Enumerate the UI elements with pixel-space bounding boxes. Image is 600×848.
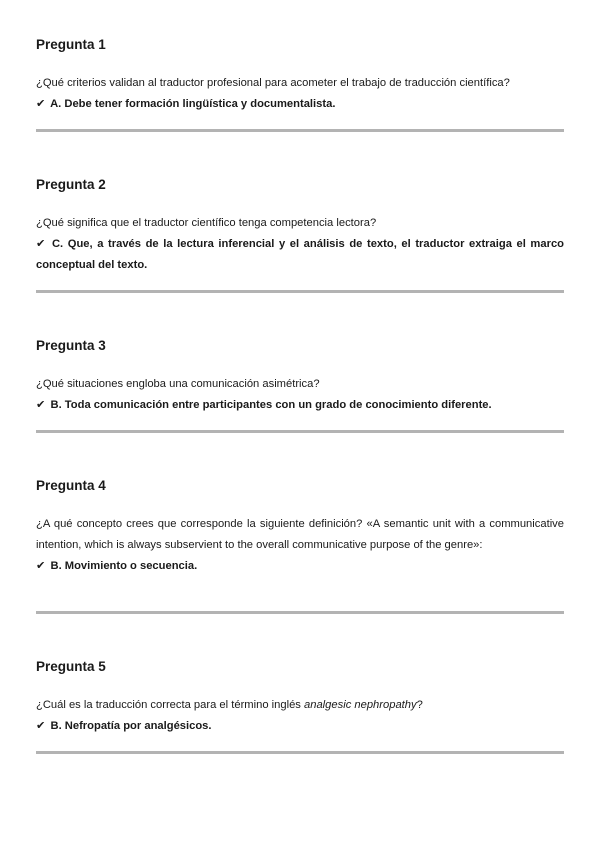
question-5 [36,658,564,737]
question-text-before: ¿Cuál es la traducción correcta para el término inglés [36,699,305,711]
divider [36,129,564,132]
question-4 [36,477,564,577]
question-answer [36,556,564,577]
answer-text: A. Debe tener formación lingüística y documentalista. [50,98,336,110]
divider [36,611,564,614]
answer-text: B. Toda comunicación entre participantes con un grado de conocimiento diferente. [50,399,492,411]
question-title: Pregunta 4 [36,478,106,493]
question-title: Pregunta 5 [36,659,106,674]
question-text: ¿Qué significa que el traductor científico tenga competencia lectora? [36,217,377,229]
english-term: analgesic nephropathy [304,699,417,711]
question-text: ¿A qué concepto crees que corresponde la siguiente definición? «A semantic unit with a communicative intention, which is always subservient to the overall communicative purpose of the genre»: [36,518,564,551]
answer-text: B. Movimiento o secuencia. [50,560,198,572]
question-answer [36,234,564,276]
question-answer [36,395,564,416]
question-answer [36,716,564,737]
check-icon: ✔ [36,238,46,250]
question-text-after: ? [416,699,423,711]
question-title: Pregunta 3 [36,338,106,353]
question-3 [36,337,564,416]
question-1 [36,36,564,115]
check-icon: ✔ [36,98,46,110]
question-text [36,695,564,716]
question-text: ¿Qué criterios validan al traductor profesional para acometer el trabajo de traducción científica? [36,77,510,89]
divider [36,751,564,754]
question-answer [36,94,564,115]
question-text: ¿Qué situaciones engloba una comunicación asimétrica? [36,378,320,390]
check-icon: ✔ [36,560,46,572]
divider [36,290,564,293]
answer-text: B. Nefropatía por analgésicos. [50,720,212,732]
check-icon: ✔ [36,399,46,411]
answer-text: C. Que, a través de la lectura inferencial y el análisis de texto, el traductor extraiga el marco conceptual del texto. [36,238,565,271]
check-icon: ✔ [36,720,46,732]
question-title: Pregunta 1 [36,37,106,52]
divider [36,430,564,433]
question-title: Pregunta 2 [36,177,106,192]
question-2 [36,176,564,276]
